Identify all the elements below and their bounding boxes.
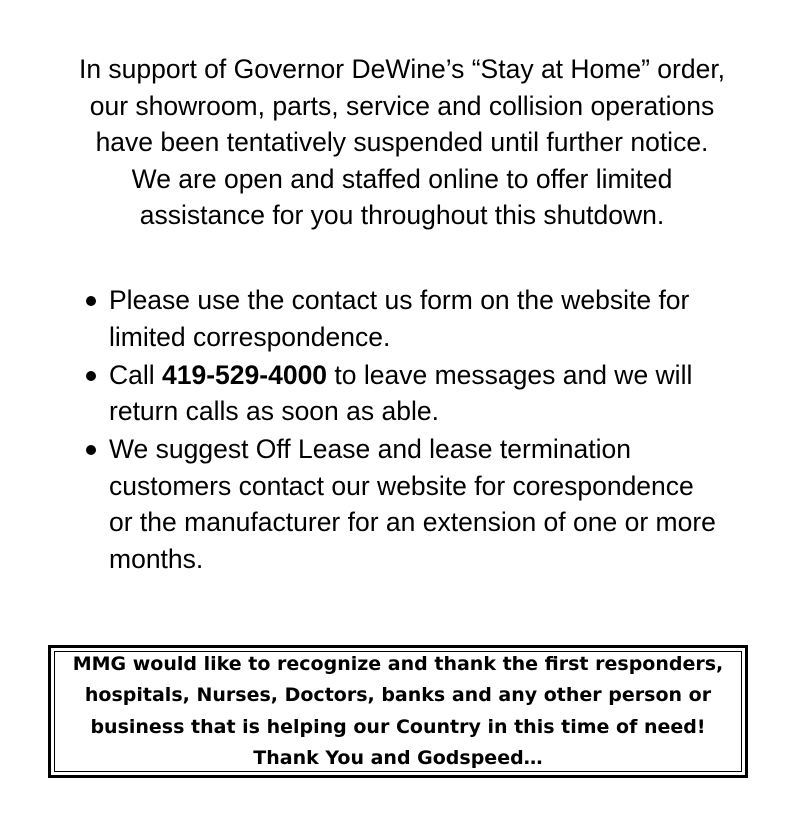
thank-you-box [48, 645, 748, 778]
bullet-text-contact-form: Please use the contact us form on the website for limited correspondence. [109, 285, 690, 352]
list-item [82, 282, 722, 355]
bullet-text-off-lease: We suggest Off Lease and lease termination customers contact our website for corespondence or the manufacturer for an extension of one or more months. [109, 434, 716, 574]
notice-bullet-list [82, 282, 722, 579]
intro-paragraph: In support of Governor DeWine’s “Stay at Home” order, our showroom, parts, service and collision operations have been tentatively suspended until further notice. We are open and staffed online to offer limited assistance for you throughout this shutdown. [78, 54, 726, 230]
list-item [82, 431, 722, 577]
bullet-icon [86, 296, 96, 306]
bullet-icon [86, 371, 96, 381]
list-item [82, 357, 722, 430]
thank-you-box-inner-border [54, 651, 742, 772]
bullet-icon [86, 445, 96, 455]
bullet-text-call-prefix: Call [109, 359, 163, 390]
bullet-text-call-suffix: to leave messages and we will return calls as soon as able. [109, 359, 693, 426]
thank-you-message: MMG would like to recognize and thank the first responders, hospitals, Nurses, Doctors, banks and any other person or business that is helping our Country in this time of need! Thank You and Godspeed… [72, 652, 724, 769]
phone-number: 419-529-4000 [162, 359, 328, 390]
